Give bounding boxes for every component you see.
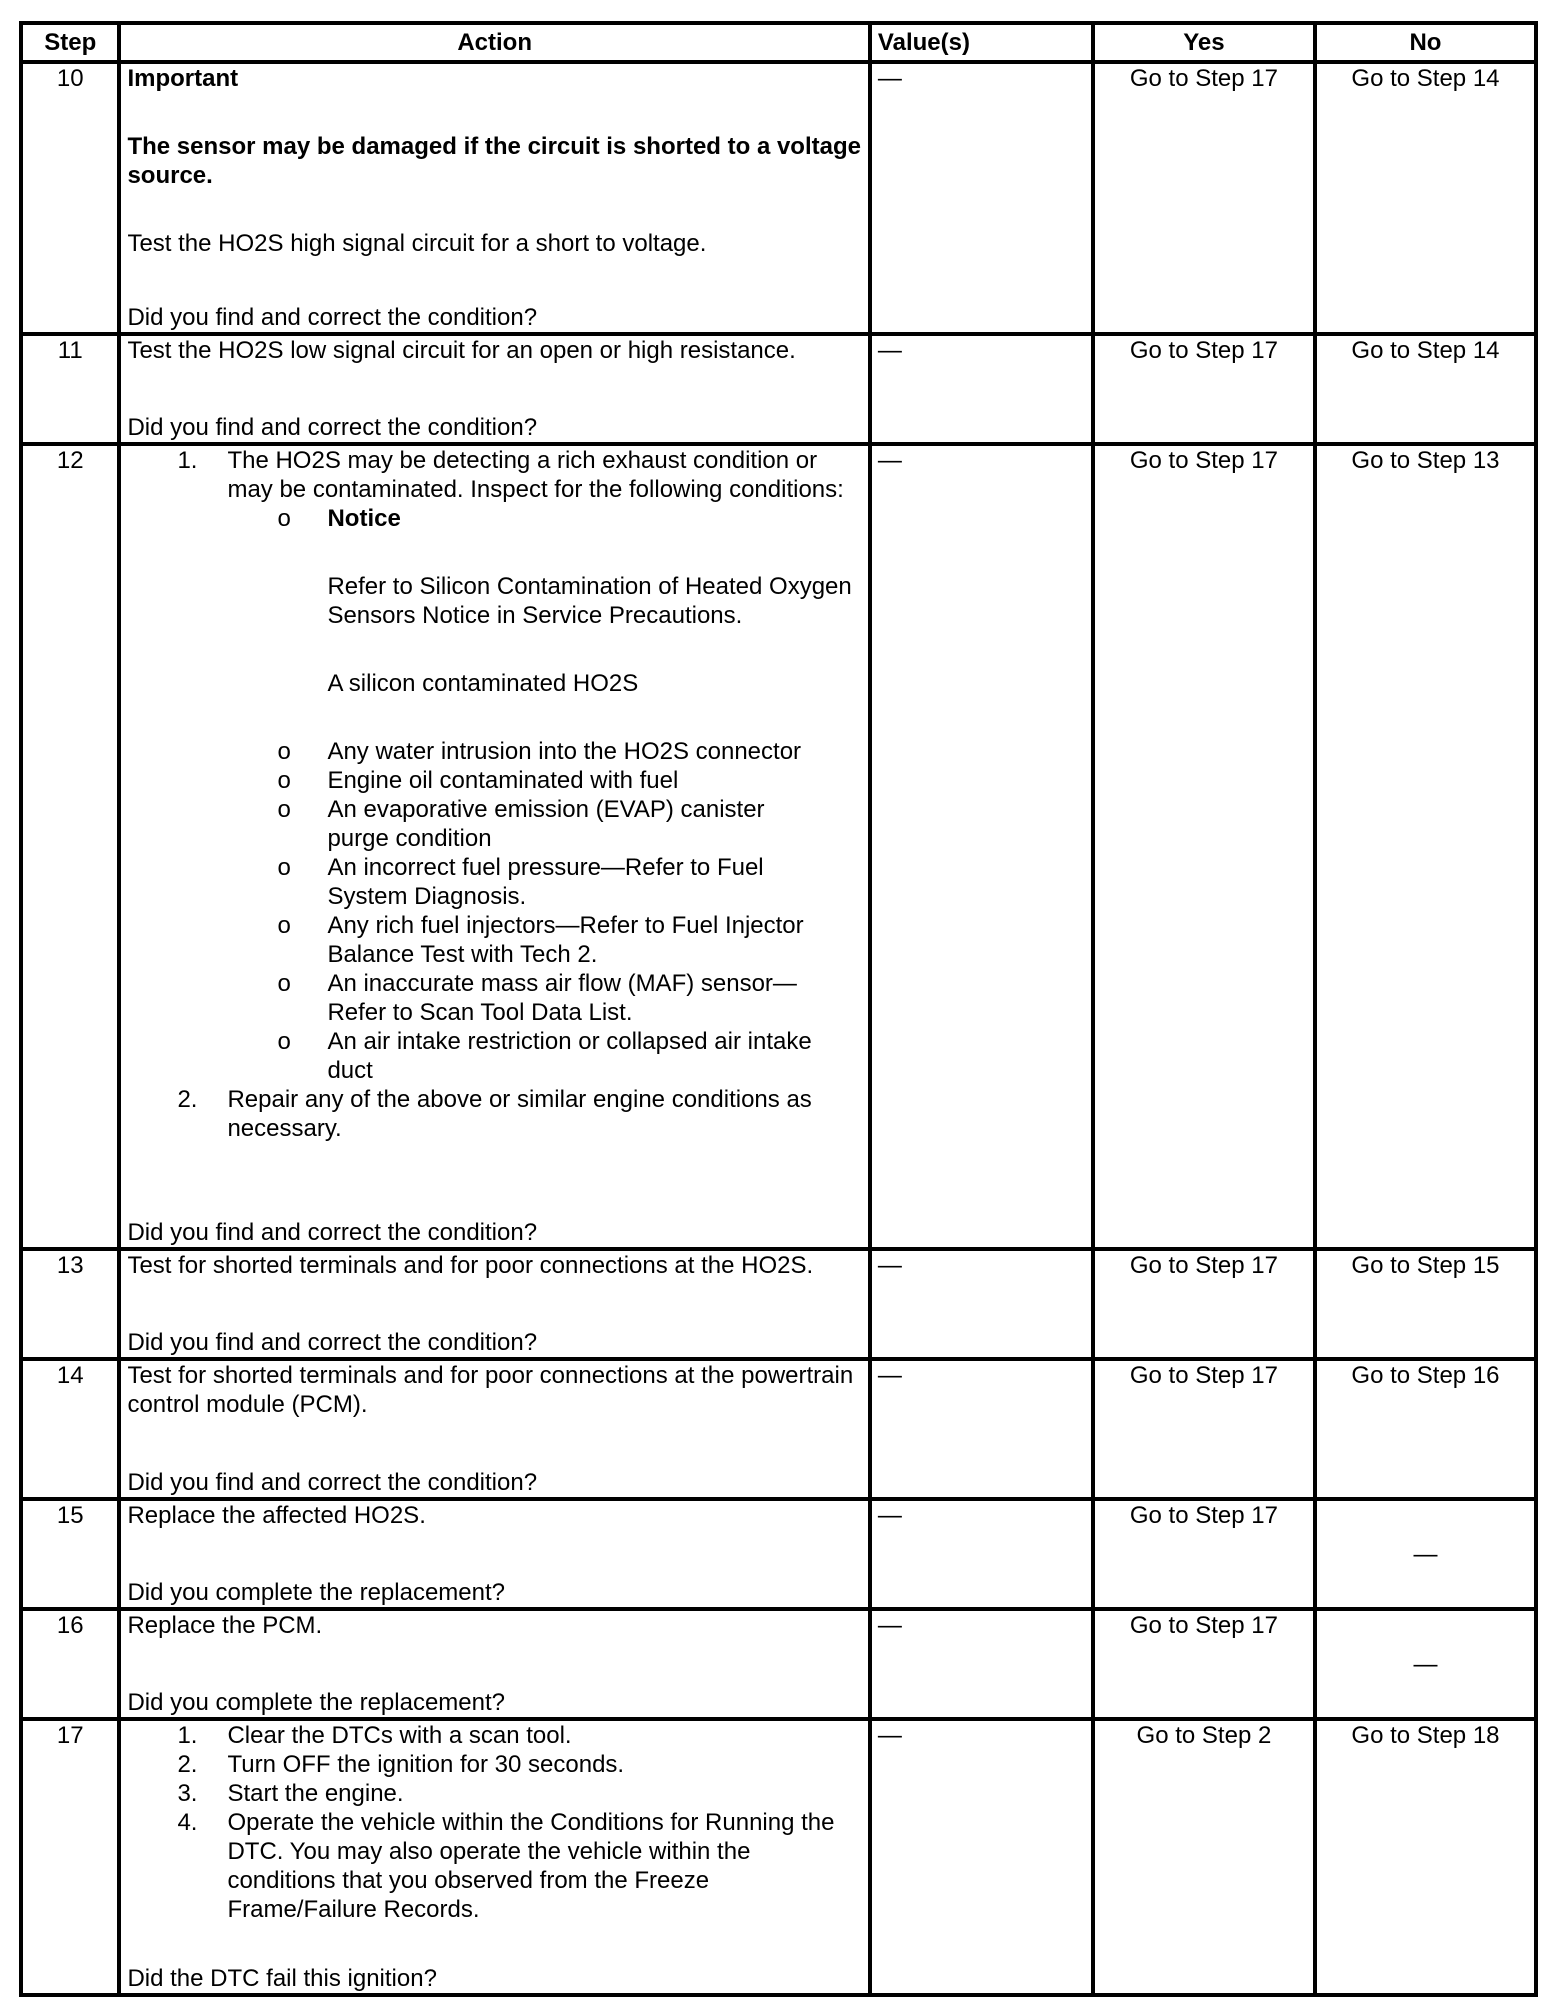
header-action: Action <box>119 23 869 62</box>
step-number: 16 <box>21 1609 119 1719</box>
action-cell <box>119 1609 869 1719</box>
bullet-marker: o <box>277 767 291 794</box>
yes-link[interactable]: Go to Step 17 <box>1093 334 1315 444</box>
no-link[interactable]: Go to Step 18 <box>1315 1719 1536 1995</box>
yes-link[interactable]: Go to Step 17 <box>1093 444 1315 1249</box>
notice-item-text: A silicon contaminated HO2S <box>327 670 639 697</box>
bullet-marker: o <box>277 738 291 765</box>
value-cell: — <box>870 1499 1093 1609</box>
yes-link[interactable]: Go to Step 17 <box>1093 1249 1315 1359</box>
bullet-marker: o <box>277 1028 291 1055</box>
question-text: Did you find and correct the condition? <box>127 1469 538 1496</box>
table-row <box>21 1499 1536 1609</box>
numbered-list <box>127 446 861 1143</box>
list-item-text: The HO2S may be detecting a rich exhaust condition or may be contaminated. Inspect for the following conditions: <box>227 447 844 503</box>
list-number: 1. <box>177 1722 198 1749</box>
action-text: Test for shorted terminals and for poor connections at the HO2S. <box>127 1252 814 1279</box>
question-text: Did you complete the replacement? <box>127 1689 505 1716</box>
action-cell <box>119 444 869 1249</box>
yes-link[interactable]: Go to Step 17 <box>1093 1609 1315 1719</box>
action-text: Test the HO2S low signal circuit for an open or high resistance. <box>127 337 796 364</box>
list-item <box>127 1721 861 1750</box>
yes-link[interactable]: Go to Step 17 <box>1093 62 1315 334</box>
no-link[interactable]: Go to Step 15 <box>1315 1249 1536 1359</box>
action-cell <box>119 1249 869 1359</box>
question-text: Did the DTC fail this ignition? <box>127 1965 437 1992</box>
action-text: Replace the PCM. <box>127 1612 323 1639</box>
no-value: — <box>1315 1499 1536 1609</box>
question-text: Did you find and correct the condition? <box>127 414 538 441</box>
action-cell <box>119 1499 869 1609</box>
warning-text: The sensor may be damaged if the circuit is shorted to a voltage source. <box>127 133 861 189</box>
action-text: Test the HO2S high signal circuit for a short to voltage. <box>127 230 707 257</box>
bullet-text: Any water intrusion into the HO2S connector <box>327 738 802 765</box>
value-cell: — <box>870 1719 1093 1995</box>
list-item <box>127 766 861 795</box>
action-cell <box>119 334 869 444</box>
value-cell: — <box>870 1249 1093 1359</box>
list-item-text: Clear the DTCs with a scan tool. <box>227 1722 572 1749</box>
header-step: Step <box>21 23 119 62</box>
table-row <box>21 1719 1536 1995</box>
bullet-marker: o <box>277 970 291 997</box>
list-item <box>127 446 861 1085</box>
important-label: Important <box>127 65 239 92</box>
list-number: 1. <box>177 447 198 474</box>
list-number: 2. <box>177 1086 198 1113</box>
list-number: 4. <box>177 1809 198 1836</box>
bullet-marker: o <box>277 505 291 532</box>
step-number: 17 <box>21 1719 119 1995</box>
no-link[interactable]: Go to Step 13 <box>1315 444 1536 1249</box>
list-item-text: Start the engine. <box>227 1780 404 1807</box>
yes-link[interactable]: Go to Step 17 <box>1093 1359 1315 1499</box>
no-link[interactable]: Go to Step 14 <box>1315 334 1536 444</box>
header-no: No <box>1315 23 1536 62</box>
no-value: — <box>1315 1609 1536 1719</box>
list-item <box>127 1808 861 1924</box>
list-item <box>127 969 861 1027</box>
bullet-marker: o <box>277 796 291 823</box>
action-cell <box>119 62 869 334</box>
list-item <box>127 853 861 911</box>
step-number: 11 <box>21 334 119 444</box>
list-item <box>127 1779 861 1808</box>
table-row <box>21 62 1536 334</box>
action-cell <box>119 1359 869 1499</box>
bullet-text: An incorrect fuel pressure—Refer to Fuel System Diagnosis. <box>327 854 764 910</box>
list-item-text: Turn OFF the ignition for 30 seconds. <box>227 1751 625 1778</box>
question-text: Did you find and correct the condition? <box>127 304 538 331</box>
list-item <box>127 737 861 766</box>
header-values: Value(s) <box>870 23 1093 62</box>
bullet-marker: o <box>277 854 291 881</box>
list-item <box>127 911 861 969</box>
step-number: 13 <box>21 1249 119 1359</box>
step-number: 14 <box>21 1359 119 1499</box>
bullet-text: Engine oil contaminated with fuel <box>327 767 679 794</box>
yes-link[interactable]: Go to Step 17 <box>1093 1499 1315 1609</box>
question-text: Did you find and correct the condition? <box>127 1219 538 1246</box>
no-link[interactable]: Go to Step 14 <box>1315 62 1536 334</box>
table-row <box>21 1609 1536 1719</box>
value-cell: — <box>870 334 1093 444</box>
notice-title: Notice <box>327 505 401 532</box>
bullet-list <box>127 504 861 1085</box>
table-row <box>21 1249 1536 1359</box>
value-cell: — <box>870 1609 1093 1719</box>
value-cell: — <box>870 444 1093 1249</box>
list-number: 2. <box>177 1751 198 1778</box>
table-row <box>21 1359 1536 1499</box>
numbered-list <box>127 1721 861 1924</box>
step-number: 10 <box>21 62 119 334</box>
list-item <box>127 795 861 853</box>
bullet-text: An air intake restriction or collapsed air intake duct <box>327 1028 812 1084</box>
question-text: Did you complete the replacement? <box>127 1579 505 1606</box>
table-row <box>21 334 1536 444</box>
step-number: 15 <box>21 1499 119 1609</box>
diagnostic-table <box>19 21 1538 1997</box>
bullet-text: An evaporative emission (EVAP) canister purge condition <box>327 796 765 852</box>
value-cell: — <box>870 62 1093 334</box>
notice-text: Refer to Silicon Contamination of Heated Oxygen Sensors Notice in Service Precautions. <box>327 573 852 629</box>
action-cell <box>119 1719 869 1995</box>
header-row <box>21 23 1536 62</box>
question-text: Did you find and correct the condition? <box>127 1329 538 1356</box>
list-item <box>127 1085 861 1143</box>
notice-item <box>127 504 861 737</box>
list-item-text: Operate the vehicle within the Conditions for Running the DTC. You may also operate the vehicle within the conditions that you observed from the Freeze Frame/Failure Records. <box>227 1809 835 1923</box>
bullet-text: Any rich fuel injectors—Refer to Fuel Injector Balance Test with Tech 2. <box>327 912 804 968</box>
action-text: Replace the affected HO2S. <box>127 1502 426 1529</box>
header-yes: Yes <box>1093 23 1315 62</box>
bullet-marker: o <box>277 912 291 939</box>
action-text: Test for shorted terminals and for poor connections at the powertrain control module (PCM). <box>127 1362 854 1418</box>
value-cell: — <box>870 1359 1093 1499</box>
list-item <box>127 1750 861 1779</box>
list-item-text: Repair any of the above or similar engine conditions as necessary. <box>227 1086 812 1142</box>
list-item <box>127 1027 861 1085</box>
table-row <box>21 444 1536 1249</box>
no-link[interactable]: Go to Step 16 <box>1315 1359 1536 1499</box>
yes-link[interactable]: Go to Step 2 <box>1093 1719 1315 1995</box>
step-number: 12 <box>21 444 119 1249</box>
list-number: 3. <box>177 1780 198 1807</box>
bullet-text: An inaccurate mass air flow (MAF) sensor—Refer to Scan Tool Data List. <box>327 970 797 1026</box>
